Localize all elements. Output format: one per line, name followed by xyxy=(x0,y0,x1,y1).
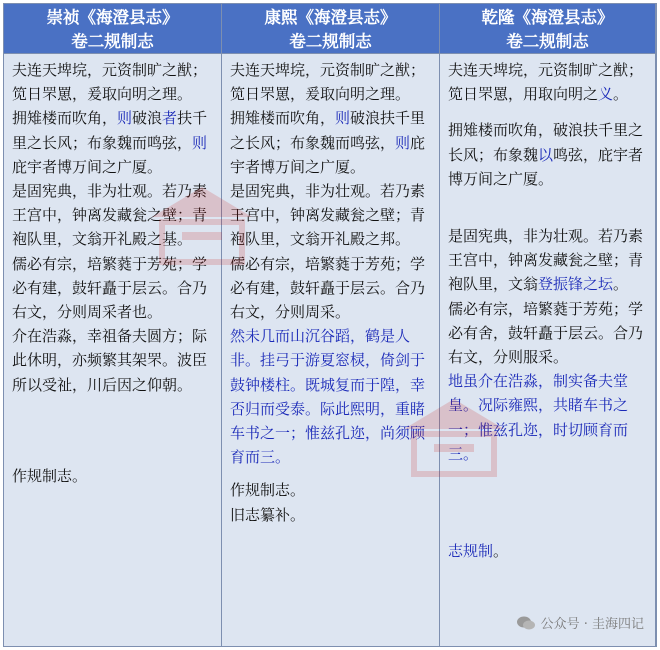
header-title: 康熙《海澄县志》 xyxy=(264,8,397,27)
comparison-table xyxy=(3,3,657,647)
paragraph-3: 是固宪典，非为壮观。若乃素王宫中，钟离发藏瓮之壁；青袍队里，文翁开礼殿之基。 xyxy=(12,182,208,249)
header-subtitle: 卷二规制志 xyxy=(506,32,589,51)
paragraph-4: 儒必有宗，培繁蕤于芳苑；学必有舍，鼓轩矗于层云。合乃右文，分则服采。 xyxy=(448,299,644,367)
paragraph-5: 介在浩淼，幸祖备夫圆方；际此休明，亦频繁其架罘。波臣所以受祉，川后因之仰朝。 xyxy=(12,327,208,394)
paragraph-1: 夫连天埤垸，元资制旷之猷；笕日罘罳，爰取向明之理。 xyxy=(12,61,208,104)
paragraph-2: 拥雉楼而吹角，则破浪扶千里之长风；布象魏而鸣弦，则庇宇者博万间之广厦。 xyxy=(230,109,426,176)
paragraph-3: 是固宪典，非为壮观。若乃素王宫中，钟离发藏瓮之壁；青袍队里，文翁登振锋之坛。 xyxy=(448,227,644,294)
wechat-icon xyxy=(516,615,536,631)
column-header xyxy=(440,4,655,54)
column-chongzhen xyxy=(4,4,222,646)
paragraph-4: 儒必有宗，培繁蕤于芳苑；学必有建，鼓轩矗于层云。合乃右文，分则周采者也。 xyxy=(12,254,208,322)
paragraph-7: 旧志纂补。 xyxy=(230,505,306,524)
paragraph-6: 作规制志。 xyxy=(230,481,306,500)
column-body xyxy=(4,54,221,646)
paragraph-2: 拥雉楼而吹角，破浪扶千里之长风；布象魏以鸣弦，庇宇者博万间之广厦。 xyxy=(448,121,644,188)
paragraph-1: 夫连天埤垸，元资制旷之猷；笕日罘罳，用取向明之义。 xyxy=(448,61,644,104)
paragraph-3: 是固宪典，非为壮观。若乃素王宫中，钟离发藏瓮之壁；青袍队里，文翁开礼殿之邦。 xyxy=(230,182,426,249)
footer-text: 公众号 · 圭海四记 xyxy=(540,617,644,632)
header-subtitle: 卷二规制志 xyxy=(289,32,372,51)
column-body xyxy=(222,54,439,646)
paragraph-4: 儒必有宗，培繁蕤于芳苑；学必有建，鼓轩矗于层云。合乃右文，分则周采。 xyxy=(230,254,426,322)
column-body xyxy=(440,54,655,646)
footer-watermark xyxy=(516,613,644,632)
paragraph-5: 然未几而山沉谷蹈，鹤是人非。挂弓于游夏窓棂，倚剑于鼓钟楼柱。既城复而于隍，幸否归而受泰。际此熙明，重睹车书之一；惟兹孔迩，尚须顾育而三。 xyxy=(230,327,426,467)
column-header xyxy=(4,4,221,54)
column-header xyxy=(222,4,439,54)
paragraph-6: 作规制志。 xyxy=(12,466,88,485)
column-qianlong xyxy=(440,4,656,646)
header-subtitle: 卷二规制志 xyxy=(71,32,154,51)
paragraph-2: 拥雉楼而吹角，则破浪者扶千里之长风；布象魏而鸣弦，则庇宇者博万间之广厦。 xyxy=(12,109,208,176)
header-title: 乾隆《海澄县志》 xyxy=(481,8,614,27)
header-title: 崇祯《海澄县志》 xyxy=(46,8,179,27)
paragraph-5: 地虽介在浩淼，制实备夫堂皇。况际雍熙，共睹车书之一；惟兹孔迩，时切顾育而三。 xyxy=(448,372,629,463)
column-kangxi xyxy=(222,4,440,646)
paragraph-6: 志规制。 xyxy=(448,542,509,561)
paragraph-1: 夫连天埤垸，元资制旷之猷；笕日罘罳，爰取向明之理。 xyxy=(230,61,426,104)
